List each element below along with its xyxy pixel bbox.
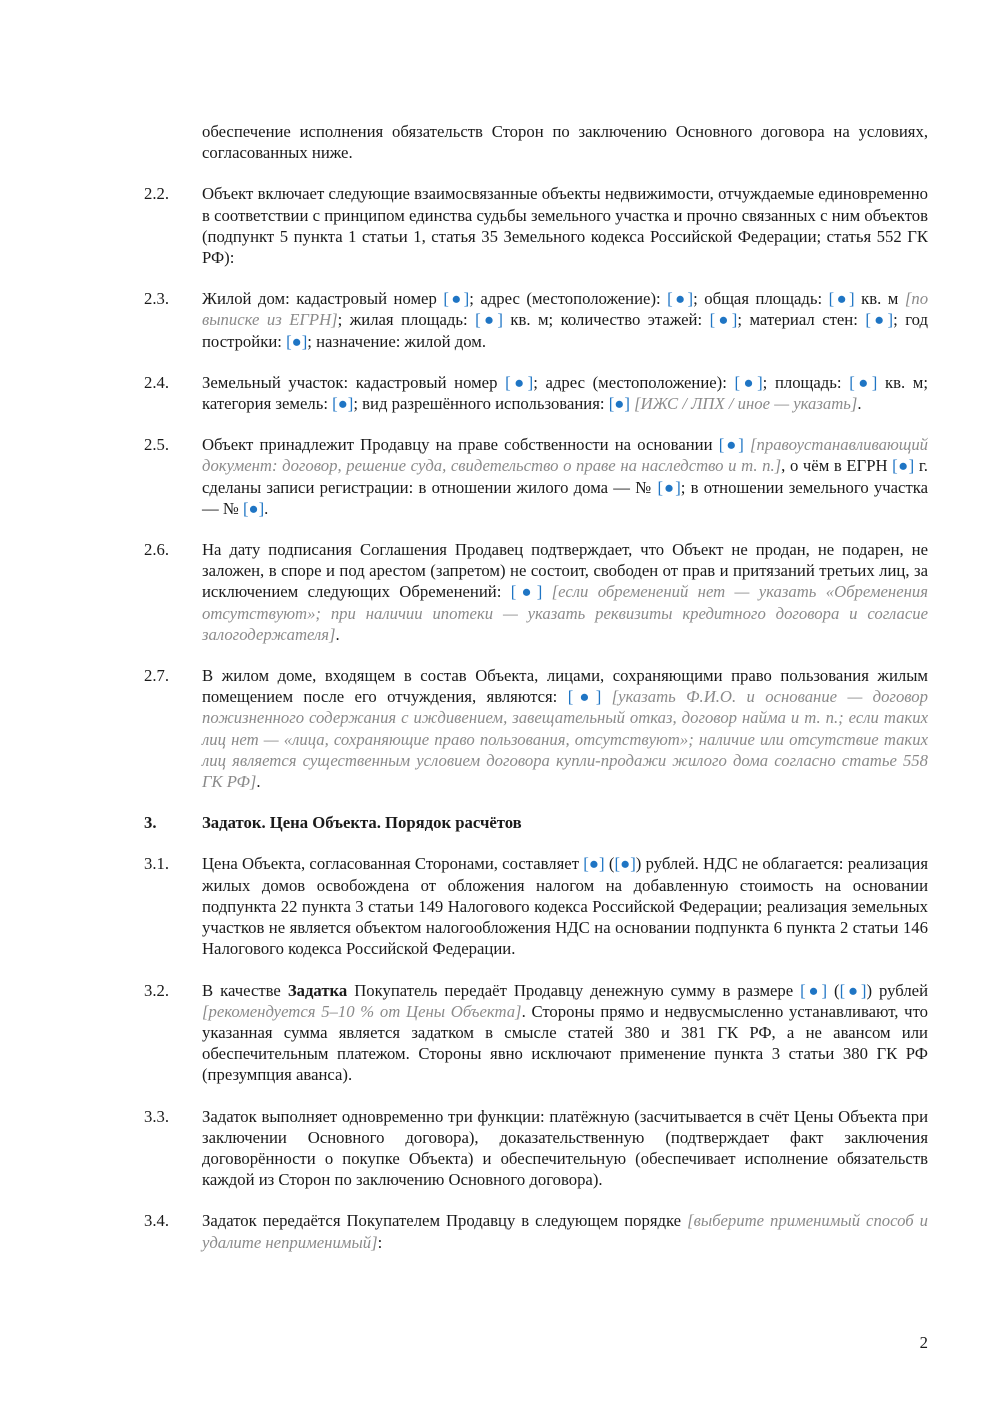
clause-text-run: : xyxy=(377,1232,383,1252)
section-number: 3. xyxy=(144,813,157,833)
clause-text xyxy=(202,980,928,1086)
placeholder-marker: [●] xyxy=(475,310,503,330)
placeholder-marker: [●] xyxy=(657,477,681,497)
clause-2-2 xyxy=(144,183,928,268)
placeholder-marker: [●] xyxy=(242,498,265,518)
clause-2-7 xyxy=(144,665,928,792)
section-2-clauses xyxy=(144,183,928,792)
instruction-note: [рекомендуется 5–10 % от Цены Объекта] xyxy=(202,1001,522,1021)
clause-number: 2.2. xyxy=(144,184,170,204)
clause-text-run: кв. м xyxy=(854,289,905,309)
clause-text-run: . Стороны прямо и недвусмысленно устанавливают, что указанная сумма является задатком в смысле статей 380 и 381 ГК РФ, а не авансом или обеспечительным платежом. Стороны явно исключают применение пункта 3 статьи 380 ГК РФ (презумпция аванса). xyxy=(202,1001,928,1085)
instruction-note: [ИЖС / ЛПХ / иное — указать] xyxy=(634,394,858,414)
clause-text-run: В жилом доме, входящем в состав Объекта, лицами, сохраняющими право пользования жилым помещением после его отчуждения, являются: xyxy=(202,666,928,707)
instruction-note: [если обременений нет — указать «Обременения отсутствуют»; при наличии ипотеки — указать реквизиты кредитного договора и согласие залогодержателя] xyxy=(202,582,929,644)
clause-text xyxy=(202,288,928,352)
clause-number: 3.1. xyxy=(144,854,170,874)
clause-text-run xyxy=(542,582,551,601)
placeholder-marker: [●] xyxy=(718,435,744,455)
placeholder-marker: [●] xyxy=(286,331,308,351)
instruction-note: [по выписке из ЕГРН] xyxy=(202,289,929,330)
clause-number: 3.4. xyxy=(144,1211,170,1231)
page-number: 2 xyxy=(919,1333,928,1352)
clause-text-run: ( xyxy=(827,980,840,1000)
section-3-heading xyxy=(144,812,928,833)
clause-3-3 xyxy=(144,1106,928,1191)
instruction-note: [указать Ф.И.О. и основание — договор пожизненного содержания с иждивением, завещательный отказ, договор найма и т. п.; если таких лиц нет — «лица, сохраняющие право пользования, отсутствуют»; наличие или отсутствие таких лиц является существенным условием договора купли-продажи жилого дома согласно статье 558 ГК РФ] xyxy=(202,687,928,792)
clause-2-3 xyxy=(144,288,928,352)
placeholder-marker: [●] xyxy=(443,289,470,309)
placeholder-marker: [●] xyxy=(608,394,630,414)
clause-text-run: ( xyxy=(604,854,615,874)
clause-text-run xyxy=(601,687,611,706)
clause-text-run: ) рублей. НДС не облагается: реализация жилых домов освобождена от обложения налогом на добавленную стоимость на основании подпункта 22 пункта 3 статьи 149 Налогового кодекса Российской Федерации; реализация земельных участков не является объектом налогообложения НДС на основании подпункта 6 пункта 2 статьи 146 Налогового кодекса Российской Федерации. xyxy=(202,854,928,959)
clause-number: 2.6. xyxy=(144,540,170,560)
clause-number: 3.3. xyxy=(144,1106,170,1126)
placeholder-marker: [●] xyxy=(865,310,894,330)
clause-3-4 xyxy=(144,1210,928,1252)
placeholder-marker: [●] xyxy=(709,310,738,330)
clause-text-run: Объект включает следующие взаимосвязанные объекты недвижимости, отчуждаемые единовременно в соответствии с принципом единства судьбы земельного участка и прочно связанных с ним объектов (подпункт 5 пункта 1 статьи 1, статья 35 Земельного кодекса Российской Федерации; статья 552 ГК РФ): xyxy=(202,184,928,268)
clause-text-run: г. сделаны записи регистрации: в отношении жилого дома — № xyxy=(202,456,928,497)
clause-number: 2.3. xyxy=(144,289,170,309)
defined-term: Задатка xyxy=(287,980,348,1000)
clause-text-run: . xyxy=(264,498,269,518)
placeholder-marker: [●] xyxy=(800,980,828,1000)
placeholder-marker: [●] xyxy=(892,456,915,476)
clause-3-2 xyxy=(144,980,928,1086)
clause-2-5 xyxy=(144,434,928,519)
clause-text-run: ; год постройки: xyxy=(202,310,928,351)
clause-text-run: ; жилая площадь: xyxy=(337,310,476,330)
section-3-clauses xyxy=(144,853,928,1252)
clause-text-run: кв. м; категория земель: xyxy=(202,372,928,414)
placeholder-marker: [●] xyxy=(510,582,543,602)
clause-text-run: ; адрес (местоположение): xyxy=(469,289,668,309)
clause-text xyxy=(202,539,928,645)
clause-text xyxy=(202,372,928,414)
clause-text-run: ; материал стен: xyxy=(737,310,866,330)
placeholder-marker: [●] xyxy=(839,980,867,1000)
clause-text-run: кв. м; количество этажей: xyxy=(502,310,710,330)
clause-2-1-continuation xyxy=(144,121,928,163)
clause-text: обеспечение исполнения обязательств Сторон по заключению Основного договора на условиях, согласованных ниже. xyxy=(202,122,928,163)
placeholder-marker: [●] xyxy=(828,289,855,309)
instruction-note: [правоустанавливающий документ: договор, решение суда, свидетельство о праве на наследство и т. п.] xyxy=(202,435,929,476)
section-title: Задаток. Цена Объекта. Порядок расчётов xyxy=(202,813,522,833)
clause-text-run: ; площадь: xyxy=(762,372,850,392)
clause-text-run: В качестве xyxy=(202,980,288,1000)
clause-text xyxy=(202,665,928,792)
clause-text-run: Земельный участок: кадастровый номер xyxy=(202,372,506,392)
clause-text-run: Жилой дом: кадастровый номер xyxy=(202,289,444,309)
placeholder-marker: [●] xyxy=(734,372,763,392)
instruction-note: [выберите применимый способ и удалите неприменимый] xyxy=(202,1211,928,1252)
clause-text-run: Цена Объекта, согласованная Сторонами, составляет xyxy=(202,854,584,874)
placeholder-marker: [●] xyxy=(583,854,605,874)
page-content xyxy=(144,121,928,1273)
clause-text-run: . xyxy=(335,624,340,644)
placeholder-marker: [●] xyxy=(614,854,636,874)
placeholder-marker: [●] xyxy=(332,394,354,414)
clause-text-run: Покупатель передаёт Продавцу денежную сумму в размере xyxy=(347,980,801,1000)
clause-text-run: ; назначение: жилой дом. xyxy=(307,331,487,351)
clause-text xyxy=(202,1210,928,1252)
placeholder-marker: [●] xyxy=(849,372,878,392)
placeholder-marker: [●] xyxy=(667,289,694,309)
clause-text-run: ; вид разрешённого использования: xyxy=(353,394,609,414)
clause-text-run: На дату подписания Соглашения Продавец подтверждает, что Объект не продан, не подарен, не заложен, в споре и под арестом (запретом) не состоит, свободен от прав и притязаний третьих лиц, за исключением следующих Обременений: xyxy=(202,540,928,602)
placeholder-marker: [●] xyxy=(505,372,534,392)
clause-text-run: . xyxy=(256,772,261,792)
clause-2-4 xyxy=(144,372,928,414)
clause-text-run: , о чём в ЕГРН xyxy=(781,456,893,476)
clause-text xyxy=(202,853,928,959)
clause-text-run: . xyxy=(857,394,862,414)
clause-text-run: Задаток выполняет одновременно три функции: платёжную (засчитывается в счёт Цены Объекта при заключении Основного договора), доказательственную (подтверждает факт заключения договорённости о покупке Объекта) и обеспечительную (обеспечивает исполнение обязательств каждой из Сторон по заключению Основного договора). xyxy=(202,1106,928,1190)
clause-text-run: Объект принадлежит Продавцу на праве собственности на основании xyxy=(202,435,719,455)
clause-text-run: ; в отношении земельного участка — № xyxy=(202,477,929,518)
clause-text-run: ; общая площадь: xyxy=(693,289,829,309)
clause-number: 2.4. xyxy=(144,372,170,392)
clause-text-run: ) рублей xyxy=(866,980,928,1000)
clause-text-run: ; адрес (местоположение): xyxy=(533,372,735,392)
clause-number: 3.2. xyxy=(144,980,170,1000)
clause-3-1 xyxy=(144,853,928,959)
clause-text xyxy=(202,434,928,519)
clause-text-run: Задаток передаётся Покупателем Продавцу в следующем порядке xyxy=(202,1211,688,1231)
clause-number: 2.5. xyxy=(144,435,170,455)
clause-2-6 xyxy=(144,539,928,645)
clause-text xyxy=(202,183,928,268)
placeholder-marker: [●] xyxy=(567,687,602,707)
clause-number: 2.7. xyxy=(144,666,170,686)
clause-text xyxy=(202,1106,928,1191)
